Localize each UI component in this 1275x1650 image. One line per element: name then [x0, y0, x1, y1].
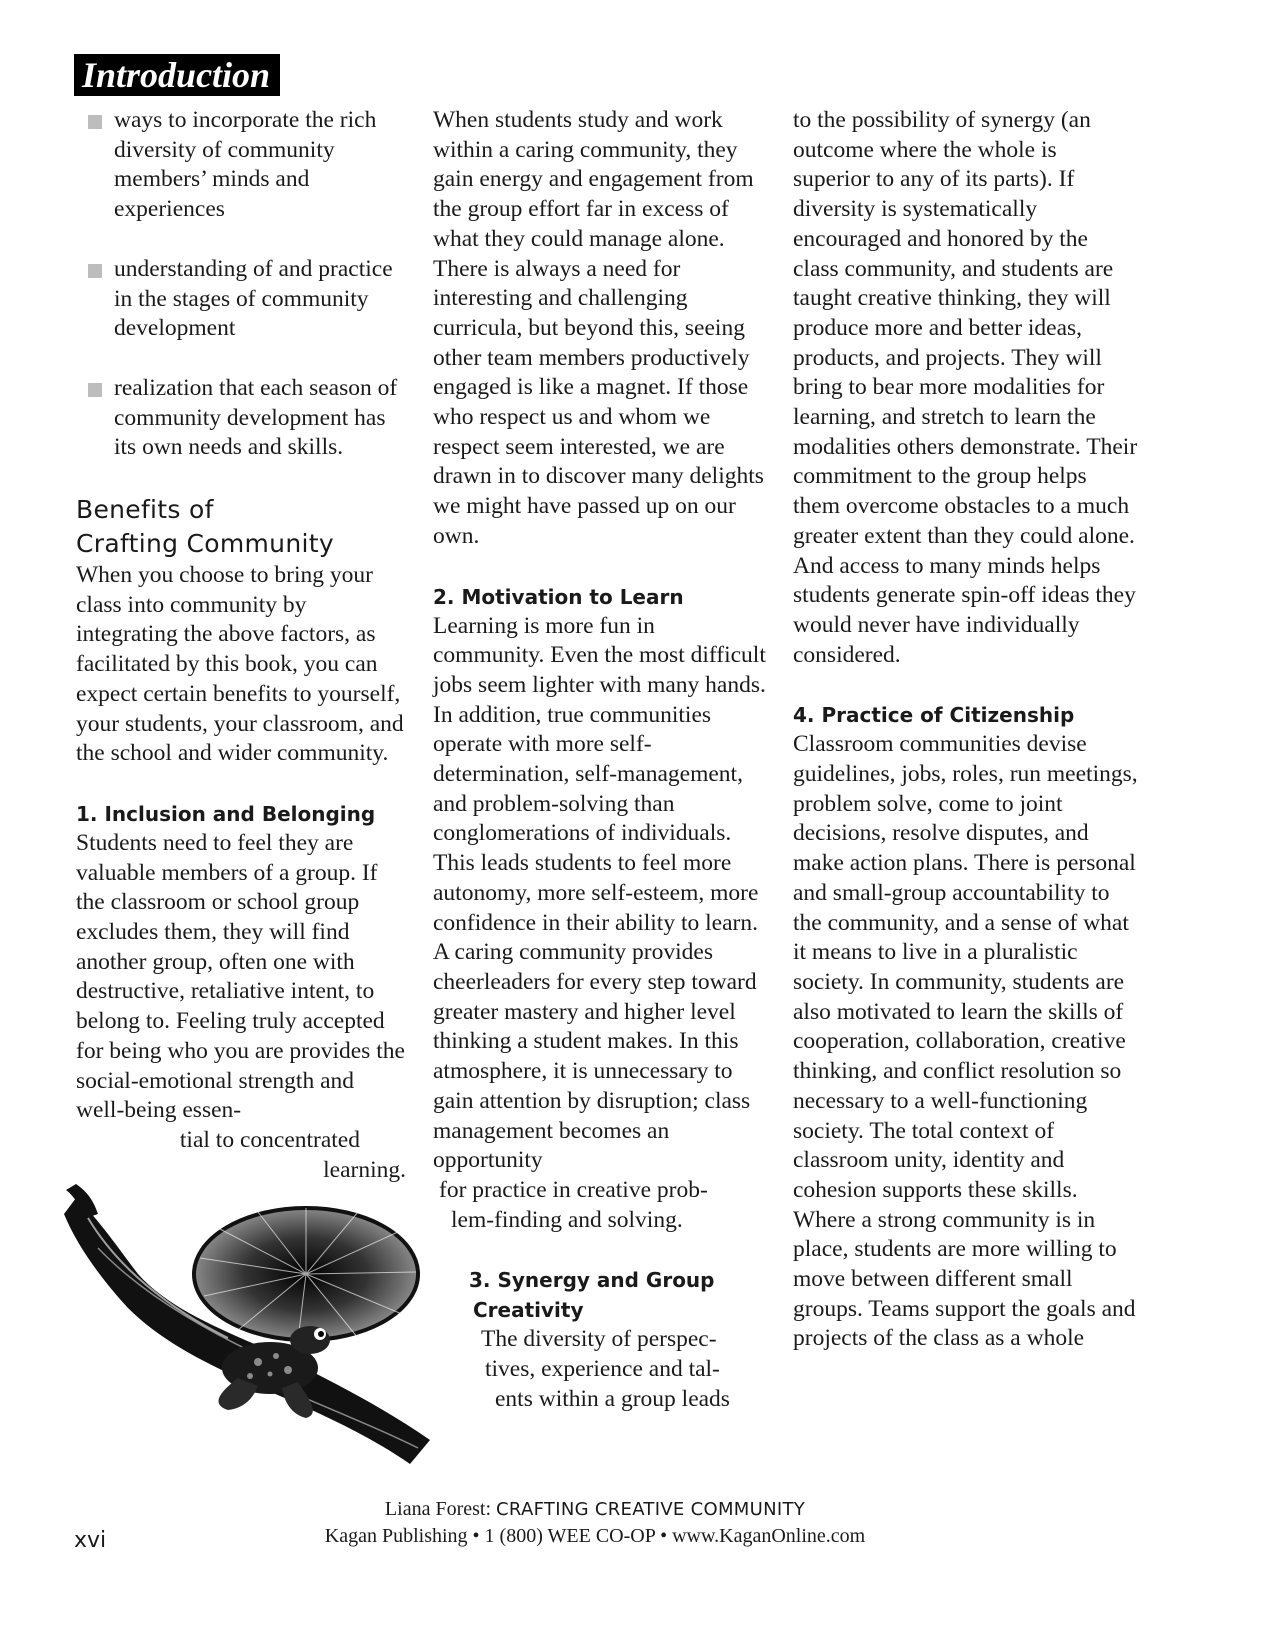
list-item-text: understanding of and practice in the stages of community development — [114, 255, 393, 342]
list-item — [76, 255, 406, 344]
citizenship-text: Classroom communities devise guidelines, jobs, roles, run meetings, problem solve, come to joint decisions, resolve disputes, and make action plans. There is personal and small-group accountability to the community, and a sense of what it means to live in a pluralistic society. In community, students are also motivated to learn the skills of cooperation, collaboration, creative thinking, and conflict resolution so necessary to a well-functioning society. The total context of classroom unity, identity and cohesion supports these skills. Where a strong community is in place, students are more willing to move between different small groups. Teams support the goals and projects of the class as a whole — [793, 731, 1138, 1352]
page-footer — [0, 1496, 1190, 1549]
column-2 — [433, 106, 768, 1414]
inclusion-text-end1: tial to concentrated — [179, 1126, 360, 1153]
synergy-line-2: tives, experience and tal- — [485, 1356, 720, 1383]
square-bullet-icon — [88, 264, 102, 278]
footer-book-title: CRAFTING CREATIVE COMMUNITY — [496, 1499, 806, 1520]
synergy-continued: to the possibility of synergy (an outcome where the whole is superior to any of its parts). If diversity is systematically encouraged and honored by the class community, and students are taught creative thinking, they will produce more and better ideas, products, and projects. They will bring to bear more modalities for learning, and stretch to learn the modalities others demonstrate. Their commitment to the group helps them overcome obstacles to a much greater extent than they could alone. And access to many minds helps students generate spin-off ideas they would never have individually considered. — [793, 107, 1138, 668]
motivation-heading: 2. Motivation to Learn — [433, 584, 684, 609]
synergy-heading-line1: 3. Synergy and Group — [469, 1268, 715, 1293]
synergy-line-1: The diversity of perspec- — [481, 1326, 717, 1353]
footer-citation — [0, 1496, 1190, 1523]
column-1 — [76, 106, 406, 1185]
footer-author: Liana Forest: — [384, 1498, 492, 1520]
motivation-text: Learning is more fun in community. Even the most difficult jobs seem lighter with many hands. In addition, true communities operate with more self-determination, self-management, and problem-solving than conglomerations of individuals. This leads students to feel more autonomy, more self-esteem, more confidence in their ability to learn. A caring community provides cheerleaders for every step toward greater mastery and higher level thinking a student makes. In this atmosphere, it is unnecessary to gain attention by disruption; class management becomes an opportunity — [433, 612, 766, 1174]
list-item — [76, 106, 406, 225]
factor-list — [76, 106, 406, 463]
column-3 — [793, 106, 1138, 1354]
list-item-text: ways to incorporate the rich diversity of community members’ minds and experiences — [114, 107, 377, 223]
section-heading — [76, 493, 406, 561]
square-bullet-icon — [88, 115, 102, 129]
page-number: xvi — [74, 1528, 107, 1553]
synergy-heading-line2: Creativity — [473, 1298, 584, 1323]
page-title: Introduction — [74, 54, 280, 96]
synergy-line-3: ents within a group leads — [495, 1385, 730, 1412]
motivation-text-end1: for practice in creative prob- — [439, 1176, 708, 1203]
intro-paragraph: When you choose to bring your class into community by integrating the above factors, as facilitated by this book, you can expect certain benefits to yourself, your students, your classroom, and the school and wider community. — [76, 562, 404, 767]
frog-on-branch-illustration — [58, 1178, 458, 1478]
list-item-text: realization that each season of community development has its own needs and skills. — [114, 374, 398, 461]
motivation-text-end2: lem-finding and solving. — [451, 1206, 683, 1233]
square-bullet-icon — [88, 383, 102, 397]
inclusion-heading: 1. Inclusion and Belonging — [76, 801, 376, 826]
synergy-heading — [433, 1265, 768, 1325]
citizenship-heading: 4. Practice of Citizenship — [793, 703, 1075, 728]
section-heading-line2: Crafting Community — [76, 529, 334, 559]
section-heading-line1: Benefits of — [76, 495, 214, 525]
footer-publisher: Kagan Publishing • 1 (800) WEE CO-OP • www.KaganOnline.com — [324, 1525, 866, 1547]
inclusion-text: Students need to feel they are valuable members of a group. If the classroom or school group excludes them, they will find another group, often one with destructive, retaliative intent, to belong to. Feeling truly accepted for being who you are provides the social-emotional strength and well-being essen- — [76, 829, 405, 1124]
synergy-intro-paragraph: When students study and work within a caring community, they gain energy and engagement from the group effort far in excess of what they could manage alone. There is always a need for interesting and challenging curricula, but beyond this, seeing other team members productively engaged is like a magnet. If those who respect us and whom we respect seem interested, we are drawn in to discover many delights we might have passed up on our own. — [433, 107, 764, 549]
list-item — [76, 374, 406, 463]
inclusion-text-end2: learning. — [323, 1156, 406, 1183]
